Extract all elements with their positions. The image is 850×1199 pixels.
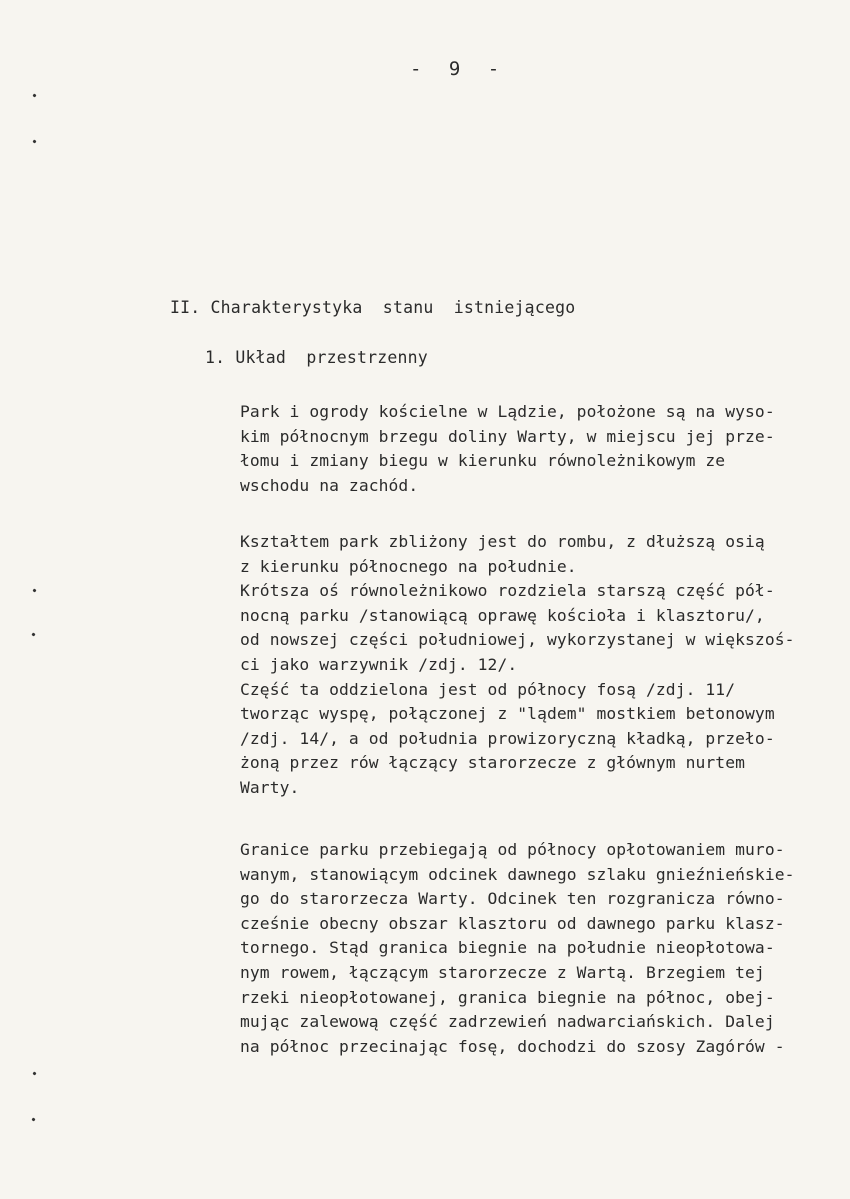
scan-mark xyxy=(31,1117,35,1121)
paragraph-line: Granice parku przebiegają od północy opłotowaniem muro- xyxy=(240,840,785,859)
section-title: II. Charakterystyka stanu istniejącego xyxy=(170,298,576,317)
scan-mark xyxy=(31,632,35,636)
scan-mark xyxy=(32,139,36,143)
page-number: - 9 - xyxy=(410,58,508,80)
scan-mark xyxy=(32,588,36,592)
paragraph-line: ci jako warzywnik /zdj. 12/. xyxy=(240,654,518,674)
scan-mark xyxy=(32,1071,36,1075)
paragraph-line: żoną przez rów łączący starorzecze z głównym nurtem xyxy=(240,753,746,773)
paragraph-line: cześnie obecny obszar klasztoru od dawnego parku klasz- xyxy=(240,913,785,933)
paragraph-3 xyxy=(240,838,820,1059)
subsection-title: 1. Układ przestrzenny xyxy=(205,348,428,367)
paragraph-line: tworząc wyspę, połączonej z "lądem" mostkiem betonowym xyxy=(240,704,775,724)
paragraph-line: /zdj. 14/, a od południa prowizoryczną kładką, przeło- xyxy=(240,728,775,748)
paragraph-line: na północ przecinając fosę, dochodzi do szosy Zagórów - xyxy=(240,1036,785,1056)
paragraph-line: go do starorzecza Warty. Odcinek ten rozgranicza równo- xyxy=(240,889,785,909)
paragraph-2 xyxy=(240,530,820,801)
paragraph-line: Park i ogrody kościelne w Lądzie, położone są na wyso- xyxy=(240,402,775,421)
paragraph-line: nocną parku /stanowiącą oprawę kościoła i klasztoru/, xyxy=(240,605,765,625)
paragraph-line: łomu i zmiany biegu w kierunku równoleżnikowym ze xyxy=(240,451,726,471)
paragraph-line: Część ta oddzielona jest od północy fosą /zdj. 11/ xyxy=(240,679,736,699)
paragraph-line: Krótsza oś równoleżnikowo rozdziela starszą część pół- xyxy=(240,581,775,601)
paragraph-line: kim północnym brzegu doliny Warty, w miejscu jej prze- xyxy=(240,426,775,446)
paragraph-1 xyxy=(240,400,820,498)
paragraph-line: rzeki nieopłotowanej, granica biegnie na północ, obej- xyxy=(240,987,775,1007)
paragraph-line: mując zalewową część zadrzewień nadwarciańskich. Dalej xyxy=(240,1012,775,1032)
scan-mark xyxy=(32,93,36,97)
paragraph-line: z kierunku północnego na południe. xyxy=(240,556,577,576)
paragraph-line: nym rowem, łączącym starorzecze z Wartą. Brzegiem tej xyxy=(240,962,765,982)
paragraph-line: wschodu na zachód. xyxy=(240,475,419,495)
paragraph-line: tornego. Stąd granica biegnie na południe nieopłotowa- xyxy=(240,938,775,958)
paragraph-line: od nowszej części południowej, wykorzystanej w większoś- xyxy=(240,630,795,650)
paragraph-line: Warty. xyxy=(240,777,300,797)
paragraph-line: wanym, stanowiącym odcinek dawnego szlaku gnieźnieńskie- xyxy=(240,864,795,884)
paragraph-line: Kształtem park zbliżony jest do rombu, z dłuższą osią xyxy=(240,532,765,551)
